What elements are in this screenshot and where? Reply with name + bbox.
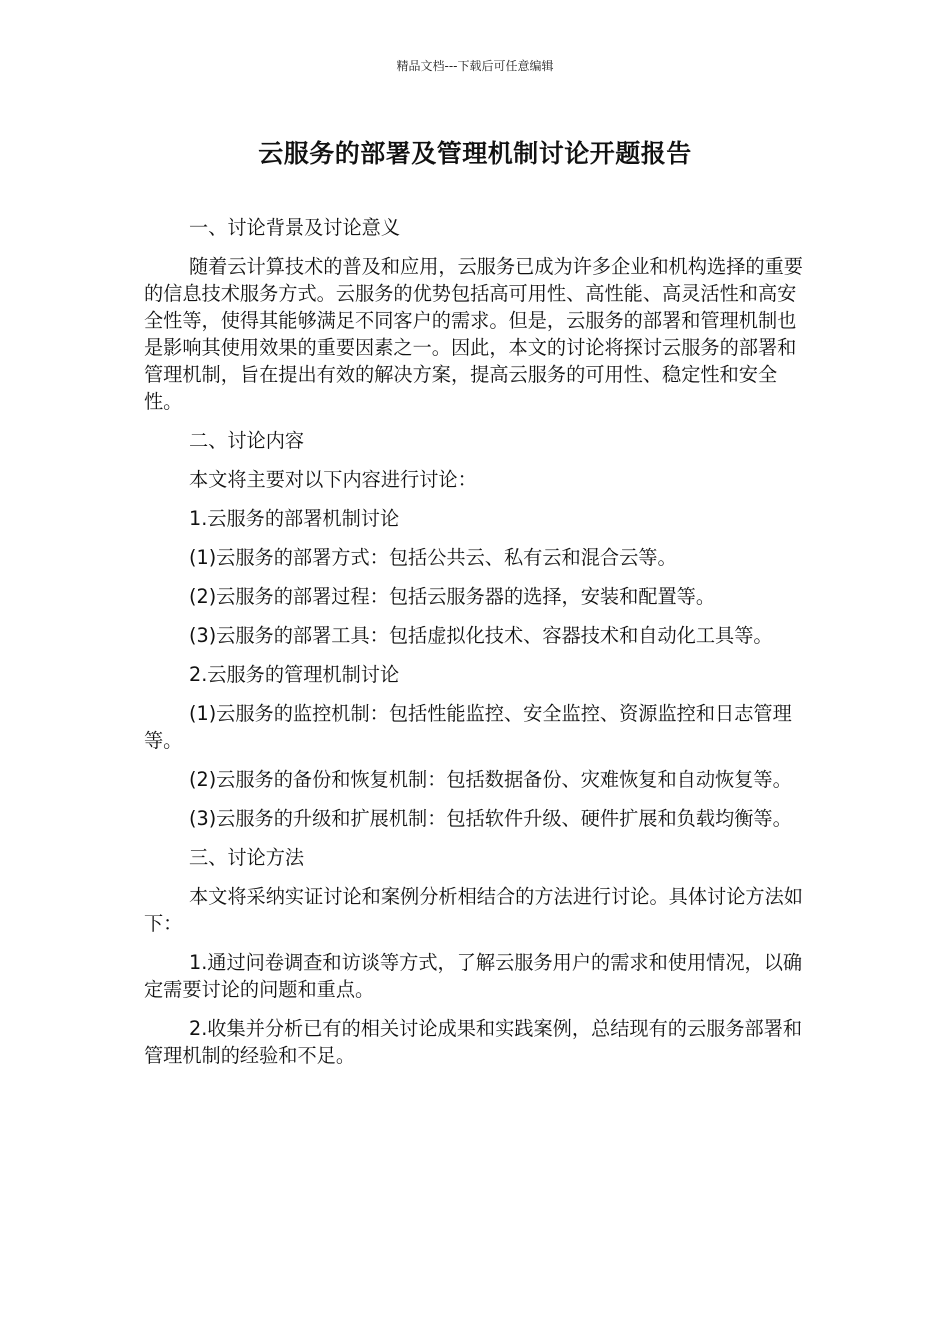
paragraph-background: 随着云计算技术的普及和应用，云服务已成为许多企业和机构选择的重要的信息技术服务方式。云服务的优势包括高可用性、高性能、高灵活性和高安全性等，使得其能够满足不同客户的需求。但是，云服务的部署和管理机制也是影响其使用效果的重要因素之一。因此，本文的讨论将探讨云服务的部署和管理机制，旨在提出有效的解决方案，提高云服务的可用性、稳定性和安全性。 (144, 255, 803, 413)
list-item-monitoring-mechanism: (1)云服务的监控机制：包括性能监控、安全监控、资源监控和日志管理等。 (144, 702, 792, 752)
section-heading-method: 三、讨论方法 (189, 846, 305, 869)
list-item-deployment-process: (2)云服务的部署过程：包括云服务器的选择，安装和配置等。 (189, 585, 716, 608)
list-item-upgrade-extension: (3)云服务的升级和扩展机制：包括软件升级、硬件扩展和负载均衡等。 (189, 807, 792, 830)
list-item-survey-method: 1.通过问卷调查和访谈等方式，了解云服务用户的需求和使用情况，以确定需要讨论的问题和重点。 (144, 951, 803, 1001)
paragraph-content-intro: 本文将主要对以下内容进行讨论： (189, 468, 477, 491)
list-item-deployment-mechanism: 1.云服务的部署机制讨论 (189, 507, 400, 530)
section-heading-background: 一、讨论背景及讨论意义 (189, 216, 401, 239)
document-title: 云服务的部署及管理机制讨论开题报告 (258, 139, 692, 168)
list-item-deployment-mode: (1)云服务的部署方式：包括公共云、私有云和混合云等。 (189, 546, 677, 569)
document-body (144, 214, 812, 1081)
paragraph-method-intro: 本文将采纳实证讨论和案例分析相结合的方法进行讨论。具体讨论方法如下： (144, 885, 803, 935)
list-item-backup-recovery: (2)云服务的备份和恢复机制：包括数据备份、灾难恢复和自动恢复等。 (189, 768, 792, 791)
list-item-management-mechanism: 2.云服务的管理机制讨论 (189, 663, 400, 686)
header-note: 精品文档---下载后可任意编辑 (396, 59, 554, 73)
section-heading-content: 二、讨论内容 (189, 429, 305, 452)
list-item-deployment-tools: (3)云服务的部署工具：包括虚拟化技术、容器技术和自动化工具等。 (189, 624, 773, 647)
list-item-case-analysis: 2.收集并分析已有的相关讨论成果和实践案例，总结现有的云服务部署和管理机制的经验和不足。 (144, 1017, 803, 1067)
